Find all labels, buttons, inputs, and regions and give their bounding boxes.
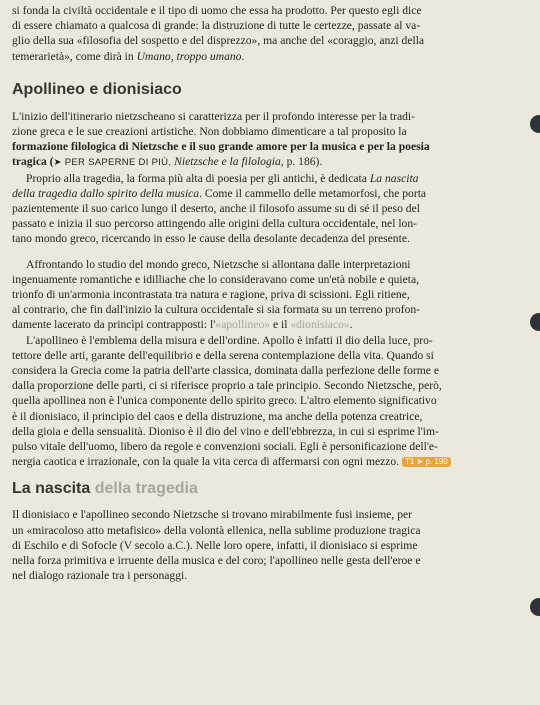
text-line: temerarietà», come dirà in Umano, troppo umano. [12,49,245,63]
text-line: L'apollineo è l'emblema della misura e dell'ordine. Apollo è infatti il dio della luce, pro- [26,333,433,347]
text-line: L'inizio dell'itinerario nietzscheano si caratterizza per il profondo interesse per la tradi- [12,109,416,123]
text-line: trionfo di un'armonia incontrastata tra natura e ragione, priva di scissioni. Egli ritiene, [12,288,410,302]
text-line: si fonda la civiltà occidentale e il tipo di uomo che essa ha prodotto. Per questo egli dice [12,4,422,17]
text-line: formazione filologica di Nietzsche e il suo grande amore per la musica e per la poesia [12,140,430,154]
text-line: un «miracoloso atto metafisico» della volontà ellenica, nella sublime produzione tragica [12,523,421,537]
text-line: Il dionisiaco e l'apollineo secondo Nietzsche si trovano mirabilmente fusi insieme, per [12,508,413,522]
text-line: Affrontando lo studio del mondo greco, Nietzsche si allontana dalle interpretazioni [26,257,411,271]
section-heading-nascita: La nascita della tragedia [12,480,198,498]
text-line: della tragedia dallo spirito della musica. Come il cammello delle metamorfosi, che porta [12,186,427,200]
text-line: tragica (➤ PER SAPERNE DI PIÙ, Nietzsche e la filologia, p. 186). [12,155,323,169]
text-line: zione greca e le sue creazioni artistiche. Non dobbiamo dimenticare a tal proposito la [12,125,407,139]
paragraph-apollineo-dionisiaco [12,333,524,470]
text-line: Proprio alla tragedia, la forma più alta di poesia per gli antichi, è dedicata La nascita [26,171,419,185]
text-line: pazientemente il suo carico lungo il deserto, anche il filosofo assume su di sé il peso del [12,202,420,216]
text-line: quella apollinea non è l'unica componente dello spirito greco. L'altro elemento significativo [12,394,437,408]
margin-marker [530,598,540,616]
text-line: dalla proporzione delle parti, ci si riferisce proprio a tale principio. Secondo Nietzsche, però, [12,379,442,393]
text-line: al contrario, che fin dall'inizio la cultura occidentale si sia formata su un terreno profon- [12,303,421,317]
text-reference-badge[interactable]: T1 ➤ p. 190 [402,457,451,467]
text-line: di essere chiamato a qualcosa di grande: la distruzione di tutte le certezze, passate al va- [12,19,421,33]
text-line: ingenuamente romantiche e idilliache che lo consideravano come un'età nobile e quieta, [12,272,420,286]
paragraph-mondo-greco [12,257,524,333]
paragraph-tragedia [12,171,524,247]
text-line: tettore delle arti, garante dell'equilibrio e della serena contemplazione della vita. Quando si [12,348,434,362]
book-title: Umano, troppo umano [136,49,242,63]
text-line: nella forza primitiva e irruente della musica e del coro; l'apollineo nelle gesta dell'eroe e [12,554,421,568]
text-line: nergia caotica e irrazionale, con la quale la vita cerca di affermarsi con ogni mezzo. T1 ➤ p. 190 [12,454,524,469]
text-line: tano mondo greco, ricercando in esso le cause della desolante decadenza del presente. [12,232,410,246]
text-line: damente lacerato da princìpi contrapposti: l'«apollineo» e il «dionisiaco». [12,318,353,332]
text-line: passato e inizia il suo percorso attingendo alle origini della cultura occidentale, nel lon- [12,217,418,231]
text-line: di Eschilo e di Sofocle (V secolo a.C.). Nelle loro opere, infatti, il dionisiaco si esprime [12,538,418,552]
paragraph-fusione [12,507,524,583]
intro-paragraph [12,0,524,64]
section-heading-apollineo: Apollineo e dionisiaco [12,80,182,98]
text-line: è il dionisiaco, il principio del caos e della distruzione, ma anche della potenza creatrice, [12,409,423,423]
text-line: nel dialogo razionale tra i personaggi. [12,569,188,583]
text-line: glio della sua «filosofia del sospetto e del disprezzo», ma anche del «coraggio, anzi della [12,34,425,48]
text-line: della gioia e della sensualità. Dioniso è il dio del vino e dell'ebbrezza, in cui si esprime l'im- [12,424,439,438]
text-line: pulso vitale dell'uomo, libero da regole e convenzioni sociali. Egli è personificazione dell'e- [12,440,438,454]
cross-reference-link[interactable]: ➤ PER SAPERNE DI PIÙ, [53,157,172,169]
paragraph-itinerario [12,109,524,171]
margin-marker [530,313,540,331]
text-line: considera la Grecia come la patria dell'arte classica, dominata dalla perfezione delle forme e [12,364,439,378]
margin-marker [530,115,540,133]
